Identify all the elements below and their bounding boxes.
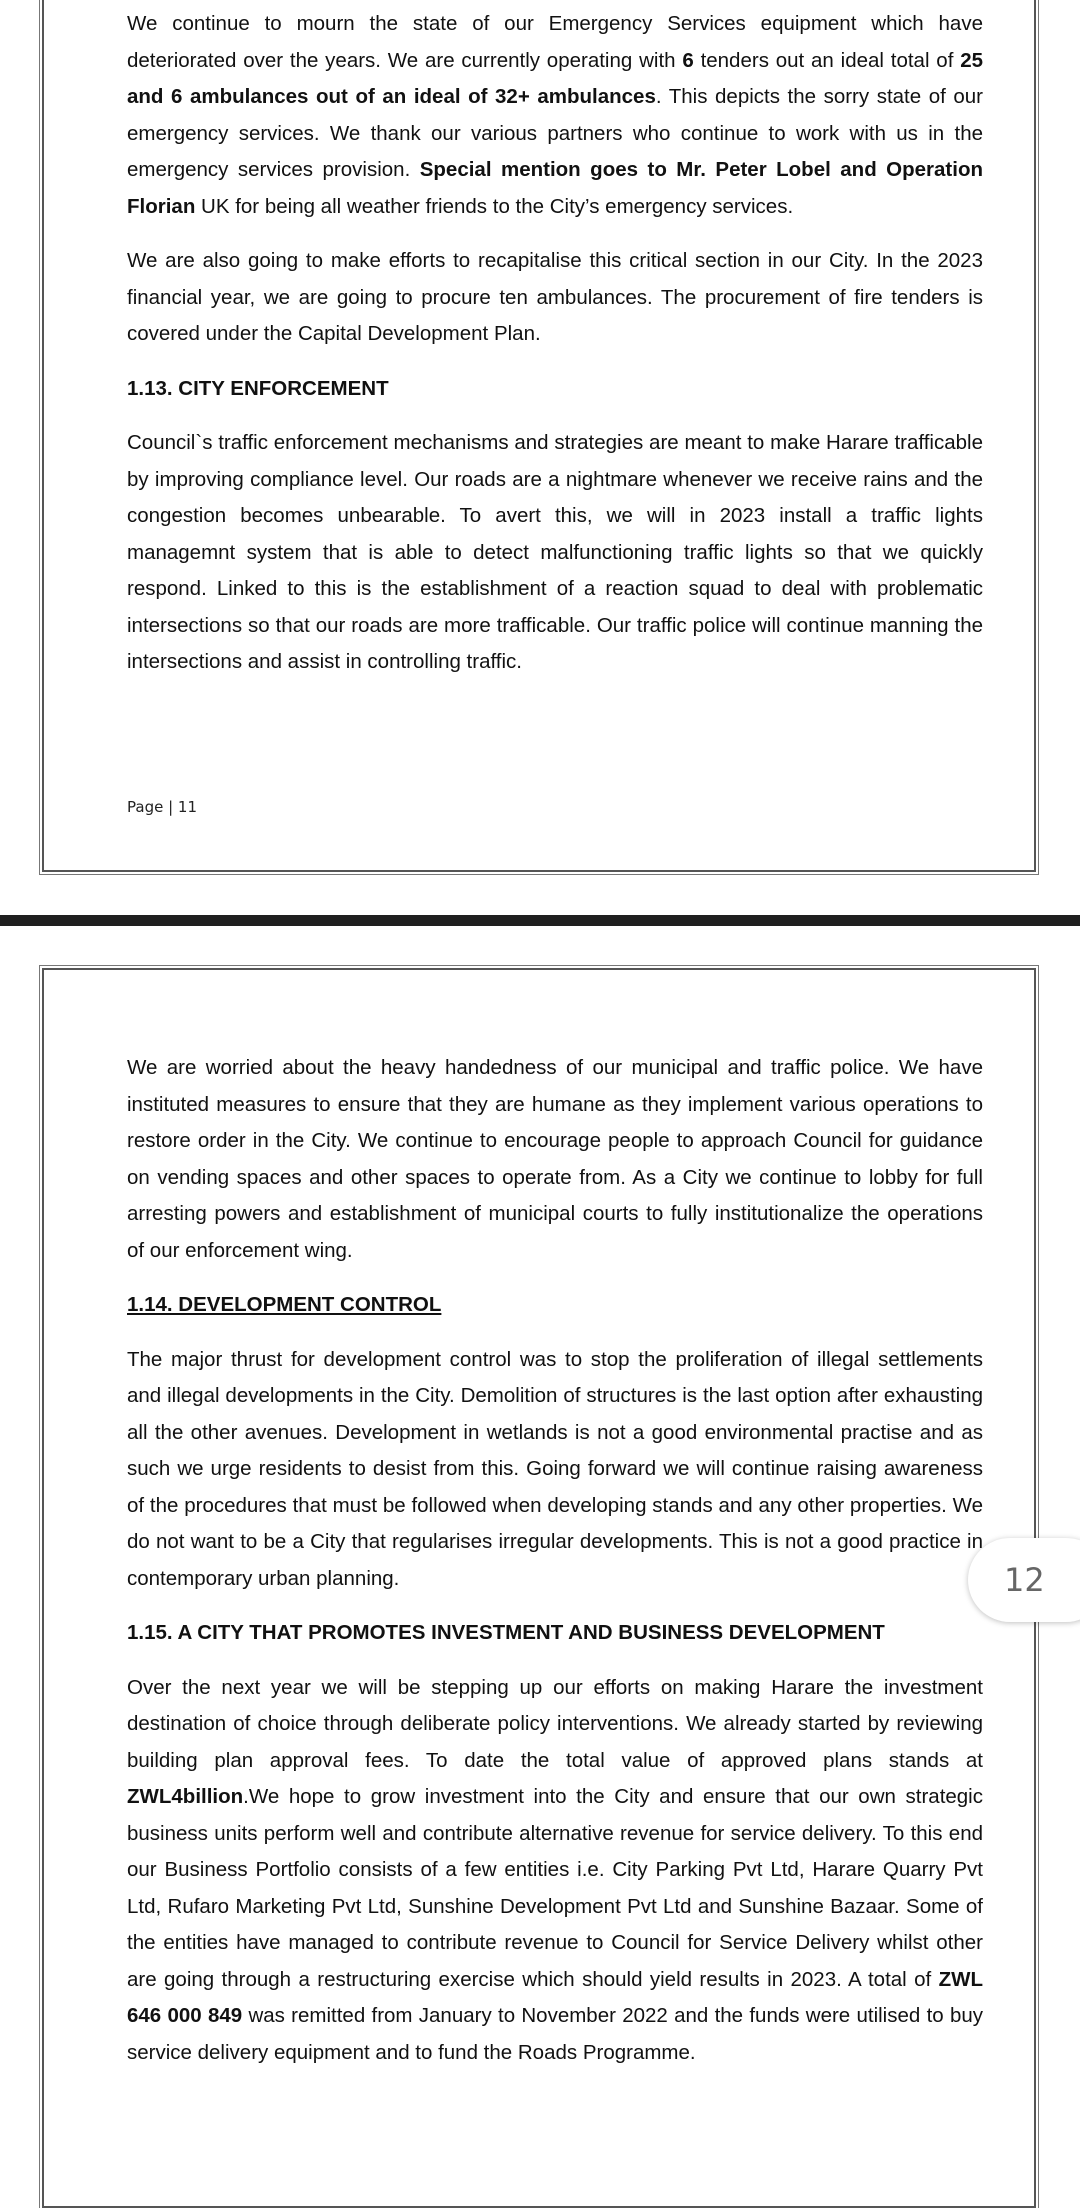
text-run: was remitted from January to November 2022 and the funds were utilised to buy service delivery equipment and to fund the Roads Programme.	[127, 2004, 983, 2064]
text-run: Over the next year we will be stepping up our efforts on making Harare the investment destination of choice through deliberate policy interventions. We already started by reviewing building plan approval fees. To date the total value of approved plans stands at	[127, 1675, 983, 1772]
document-page-12	[42, 968, 1036, 2208]
bold-run: 25 and 6 ambulances out of an ideal of 32+ ambulances	[127, 48, 983, 108]
page-number-footer: Page | 11	[127, 798, 197, 816]
text-run: tenders out an ideal total of	[693, 48, 961, 72]
text-run: . This depicts the sorry state of our emergency services. We thank our various partners who continue to work with us in the emergency services provision.	[127, 85, 983, 181]
municipal-police-paragraph: We are worried about the heavy handedness of our municipal and traffic police. We have instituted measures to ensure that they are humane as they implement various operations to restore order in the City. We continue to encourage people to approach Council for guidance on vending spaces and other spaces to operate from. As a City we continue to lobby for full arresting powers and establishment of municipal courts to fully institutionalize the operations of our enforcement wing.	[127, 1056, 983, 1262]
heading-city-enforcement: 1.13. CITY ENFORCEMENT	[127, 376, 389, 400]
heading-investment: 1.15. A CITY THAT PROMOTES INVESTMENT AND BUSINESS DEVELOPMENT	[127, 1621, 885, 1644]
bold-run: ZWL4billion	[127, 1785, 244, 1808]
bold-run: ZWL 646 000 849	[127, 1967, 983, 2027]
text-run: UK for being all weather friends to the City’s emergency services.	[195, 194, 794, 218]
text-run: .We hope to grow investment into the City and ensure that our own strategic business units perform well and contribute alternative revenue for service delivery. To this end our Business Portfolio consists of a few entities i.e. City Parking Pvt Ltd, Harare Quarry Pvt Ltd, Rufaro Marketing Pvt Ltd, Sunshine Development Pvt Ltd and Sunshine Bazaar. Some of the entities have managed to contribute revenue to Council for Service Delivery whilst other are going through a restructuring exercise which should yield results in 2023. A total of	[127, 1785, 983, 1991]
traffic-enforcement-paragraph: Council`s traffic enforcement mechanisms and strategies are meant to make Harare trafficable by improving compliance level. Our roads are a nightmare whenever we receive rains and the congestion becomes unbearable. To avert this, we will in 2023 install a traffic lights managemnt system that is able to detect malfunctioning traffic lights so that we quickly respond. Linked to this is the establishment of a reaction squad to deal with problematic intersections so that our roads are more trafficable. Our traffic police will continue manning the intersections and assist in controlling traffic.	[127, 431, 983, 673]
page-12-content	[127, 1050, 983, 2089]
bold-run: Special mention goes to Mr. Peter Lobel and Operation Florian	[127, 158, 983, 218]
page-11-content	[127, 6, 983, 699]
heading-development-control: 1.14. DEVELOPMENT CONTROL	[127, 1293, 442, 1316]
page-separator	[0, 915, 1080, 926]
emergency-services-paragraph	[127, 6, 983, 225]
text-run: We continue to mourn the state of our Emergency Services equipment which have deteriorated over the years. We are currently operating with	[127, 12, 983, 72]
investment-paragraph	[127, 1670, 983, 2072]
page-number-indicator[interactable]: 12	[968, 1538, 1080, 1622]
document-page-11	[42, 0, 1036, 872]
bold-run: 6	[682, 48, 694, 72]
recapitalise-paragraph: We are also going to make efforts to recapitalise this critical section in our City. In the 2023 financial year, we are going to procure ten ambulances. The procurement of fire tenders is covered under the Capital Development Plan.	[127, 249, 983, 345]
development-control-paragraph: The major thrust for development control was to stop the proliferation of illegal settlements and illegal developments in the City. Demolition of structures is the last option after exhausting all the other avenues. Development in wetlands is not a good environmental practise and as such we urge residents to desist from this. Going forward we will continue raising awareness of the procedures that must be followed when developing stands and any other properties. We do not want to be a City that regularises irregular developments. This is not a good practice in contemporary urban planning.	[127, 1347, 983, 1590]
